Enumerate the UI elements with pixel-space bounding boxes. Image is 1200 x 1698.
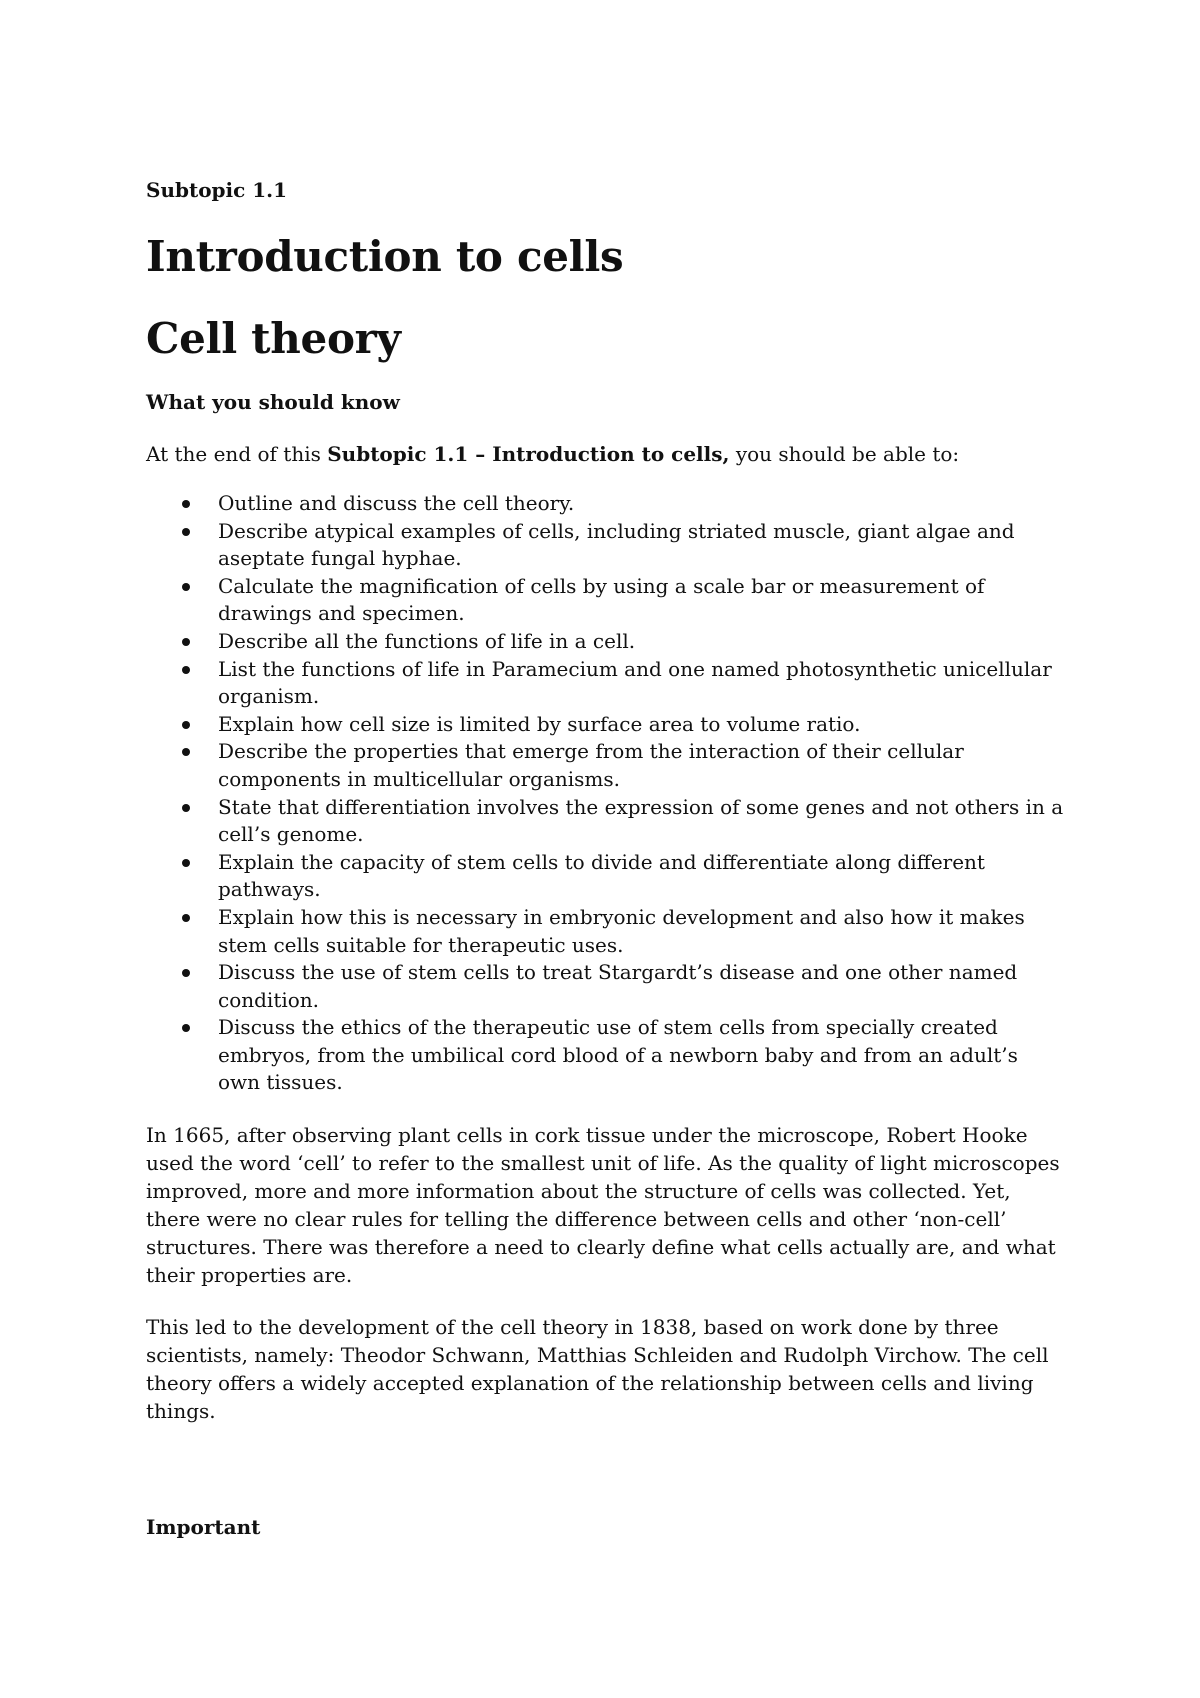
list-item-text: Explain how this is necessary in embryonic development and also how it makes stem cells suitable for therapeutic uses. [218,904,1025,957]
list-item-text: State that differentiation involves the expression of some genes and not others in a cell’s genome. [218,794,1064,847]
intro-suffix: you should be able to: [729,442,960,466]
intro-sentence [146,440,1066,468]
bullet-icon [182,666,190,674]
objectives-list [146,490,1066,1097]
list-item [218,904,1066,959]
list-item-text: Explain the capacity of stem cells to divide and differentiate along different pathways. [218,849,985,902]
list-item [218,628,1066,656]
list-item [218,959,1066,1014]
bullet-icon [182,914,190,922]
bullet-icon [182,1024,190,1032]
list-item-text: Explain how cell size is limited by surface area to volume ratio. [218,711,861,736]
list-item [218,490,1066,518]
intro-prefix: At the end of this [146,442,328,466]
list-item [218,518,1066,573]
bullet-icon [182,969,190,977]
list-item [218,711,1066,739]
intro-bold: Subtopic 1.1 – Introduction to cells, [327,442,730,466]
bullet-icon [182,804,190,812]
list-item-text: Calculate the magnification of cells by using a scale bar or measurement of drawings and specimen. [218,573,985,626]
list-item [218,849,1066,904]
bullet-icon [182,528,190,536]
list-item-text: Outline and discuss the cell theory. [218,491,575,515]
history-paragraph: In 1665, after observing plant cells in cork tissue under the microscope, Robert Hooke used the word ‘cell’ to refer to the smallest unit of life. As the quality of light microscopes improved, more and more information about the structure of cells was collected. Yet, there were no clear rules for telling the difference between cells and other ‘non-cell’ structures. There was therefore a need to clearly define what cells actually are, and what their properties are. [146,1123,1060,1288]
list-item-text: Describe the properties that emerge from the interaction of their cellular components in multicellular organisms. [218,739,964,791]
list-item-text: Discuss the ethics of the therapeutic use of stem cells from specially created embryos, from the umbilical cord blood of a newborn baby and from an adult’s own tissues. [218,1015,1018,1095]
list-item [218,738,1066,793]
list-item-text: Discuss the use of stem cells to treat Stargardt’s disease and one other named condition. [218,960,1018,1012]
bullet-icon [182,748,190,756]
list-item [218,656,1066,711]
page-title: Introduction to cells [146,232,624,281]
bullet-icon [182,638,190,646]
important-heading: Important [146,1515,261,1540]
section-title: Cell theory [146,314,401,363]
cell-theory-paragraph: This led to the development of the cell theory in 1838, based on work done by three scientists, namely: Theodor Schwann, Matthias Schleiden and Rudolph Virchow. The cell theory offers a widely accepted explanation of the relationship between cells and living things. [146,1315,1049,1424]
bullet-icon [182,500,190,508]
list-item-text: Describe atypical examples of cells, including striated muscle, giant algae and aseptate fungal hyphae. [218,518,1015,571]
bullet-icon [182,583,190,591]
list-item-text: List the functions of life in Paramecium and one named photosynthetic unicellular organism. [218,656,1052,709]
document-body [146,176,1066,1541]
learning-objectives-heading: What you should know [146,390,400,414]
subtopic-label: Subtopic 1.1 [146,178,288,202]
bullet-icon [182,859,190,867]
list-item [218,1014,1066,1097]
list-item [218,794,1066,849]
list-item-text: Describe all the functions of life in a cell. [218,628,636,653]
bullet-icon [182,721,190,729]
list-item [218,573,1066,628]
